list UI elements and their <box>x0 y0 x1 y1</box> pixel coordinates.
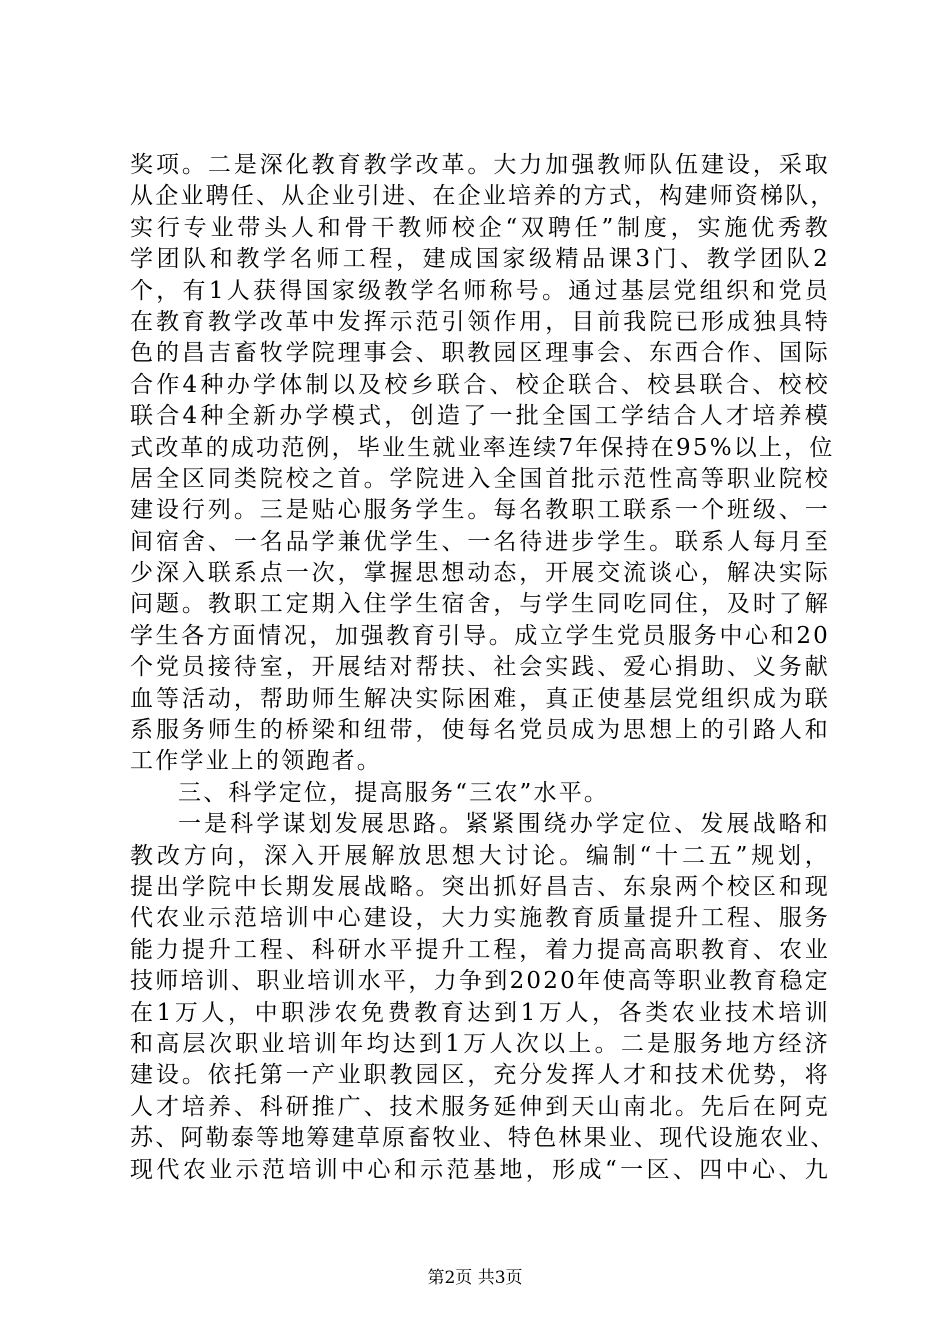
text-line: 个，有1人获得国家级教学名师称号。通过基层党组织和党员 <box>130 277 830 304</box>
text-line: 人才培养、科研推广、技术服务延伸到天山南北。先后在阿克 <box>130 1093 830 1120</box>
text-line: 间宿舍、一名品学兼优学生、一名待进步学生。联系人每月至 <box>130 528 830 555</box>
text-line: 问题。教职工定期入住学生宿舍，与学生同吃同住，及时了解 <box>130 591 830 618</box>
text-line: 建设行列。三是贴心服务学生。每名教职工联系一个班级、一 <box>130 497 830 524</box>
text-line: 工作学业上的领跑者。 <box>130 748 382 775</box>
text-line: 在教育教学改革中发挥示范引领作用，目前我院已形成独具特 <box>130 308 830 335</box>
text-line: 技师培训、职业培训水平，力争到2020年使高等职业教育稳定 <box>130 968 830 995</box>
body-text <box>130 150 836 1186</box>
text-line: 提出学院中长期发展战略。突出抓好昌吉、东泉两个校区和现 <box>130 873 830 900</box>
text-line: 苏、阿勒泰等地筹建草原畜牧业、特色林果业、现代设施农业、 <box>130 1125 836 1152</box>
text-line: 合作4种办学体制以及校乡联合、校企联合、校县联合、校校 <box>130 371 830 398</box>
text-line: 学生各方面情况，加强教育引导。成立学生党员服务中心和20 <box>130 622 830 649</box>
text-line: 建设。依托第一产业职教园区，充分发挥人才和技术优势，将 <box>130 1062 830 1089</box>
text-line: 一是科学谋划发展思路。紧紧围绕办学定位、发展战略和 <box>178 811 830 838</box>
text-line: 式改革的成功范例，毕业生就业率连续7年保持在95%以上，位 <box>130 434 835 461</box>
text-line: 色的昌吉畜牧学院理事会、职教园区理事会、东西合作、国际 <box>130 340 830 367</box>
text-line: 奖项。二是深化教育教学改革。大力加强教师队伍建设，采取 <box>130 152 830 178</box>
page-number-footer: 第2页 共3页 <box>427 1268 523 1288</box>
text-line: 居全区同类院校之首。学院进入全国首批示范性高等职业院校 <box>130 465 830 492</box>
text-line: 能力提升工程、科研水平提升工程，着力提高高职教育、农业 <box>130 936 830 963</box>
text-line: 血等活动，帮助师生解决实际困难，真正使基层党组织成为联 <box>130 685 830 712</box>
text-line: 教改方向，深入开展解放思想大讨论。编制“十二五”规划， <box>130 842 830 869</box>
text-line: 代农业示范培训中心建设，大力实施教育质量提升工程、服务 <box>130 905 830 932</box>
text-line: 学团队和教学名师工程，建成国家级精品课3门、教学团队2 <box>130 246 830 273</box>
section-heading: 三、科学定位，提高服务“三农”水平。 <box>178 779 610 806</box>
text-line: 和高层次职业培训年均达到1万人次以上。二是服务地方经济 <box>130 1030 830 1057</box>
text-line: 联合4种全新办学模式，创造了一批全国工学结合人才培养模 <box>130 403 830 430</box>
text-line: 个党员接待室，开展结对帮扶、社会实践、爱心捐助、义务献 <box>130 654 830 681</box>
text-line: 在1万人，中职涉农免费教育达到1万人，各类农业技术培训 <box>130 999 830 1026</box>
text-line: 少深入联系点一次，掌握思想动态，开展交流谈心，解决实际 <box>130 560 830 587</box>
text-line: 系服务师生的桥梁和纽带，使每名党员成为思想上的引路人和 <box>130 717 830 744</box>
text-line: 实行专业带头人和骨干教师校企“双聘任”制度，实施优秀教 <box>130 214 830 241</box>
text-line: 从企业聘任、从企业引进、在企业培养的方式，构建师资梯队， <box>130 183 836 210</box>
text-line: 现代农业示范培训中心和示范基地，形成“一区、四中心、九 <box>130 1156 830 1183</box>
